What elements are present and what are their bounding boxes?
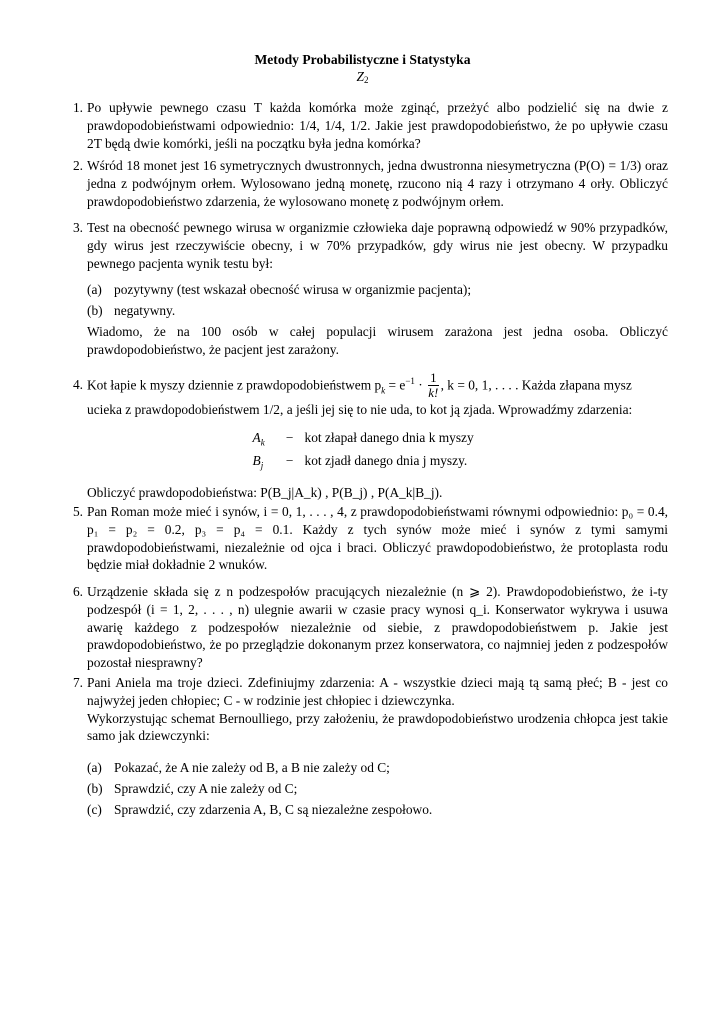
problem-2 bbox=[72, 157, 668, 210]
line-text: = e bbox=[385, 377, 406, 393]
problem-line-1 bbox=[87, 372, 668, 401]
list-item bbox=[87, 801, 668, 819]
list-item-text: Sprawdzić, czy A nie zależy od C; bbox=[114, 780, 298, 796]
list-item bbox=[87, 281, 668, 299]
event-text: kot złapał danego dnia k myszy bbox=[304, 429, 474, 445]
list-item-label: (a) bbox=[87, 760, 102, 776]
subtitle-main: Z bbox=[356, 69, 364, 84]
problem-text: Po upływie pewnego czasu T każda komórka może zginąć, przeżyć albo podzielić się na dwie z prawdopodobieństwami odpowiednio: 1/4, 1/4, 1/2. Jakie jest prawdopodobieństwo, że po upływie czasu 2T będą dwie komórki, jeśli na początku była jedna komórka? bbox=[87, 100, 668, 151]
problem-number: 5. bbox=[72, 504, 83, 519]
list-item-label: (b) bbox=[87, 780, 103, 796]
problem-text-2: Wykorzystując schemat Bernoulliego, przy założeniu, że prawdopodobieństwo urodzenia chłopca jest takie samo jak dziewczynki: bbox=[87, 710, 668, 744]
problem-7 bbox=[72, 674, 668, 822]
fraction-denominator: k! bbox=[428, 385, 439, 400]
problem-number: 2. bbox=[72, 158, 83, 173]
problem-number: 1. bbox=[72, 100, 83, 115]
event-definitions bbox=[87, 429, 668, 476]
list-item bbox=[87, 759, 668, 777]
event-symbol bbox=[253, 429, 275, 452]
line-text: · bbox=[414, 377, 427, 393]
problem-4 bbox=[72, 370, 668, 502]
event-row bbox=[253, 452, 503, 475]
sub-list bbox=[87, 281, 668, 320]
problem-6 bbox=[72, 583, 668, 672]
list-item-label: (a) bbox=[87, 282, 102, 298]
problem-text: Urządzenie składa się z n podzespołów pracujących niezależnie (n ⩾ 2). Prawdopodobieństwo, że i-ty podzespół (i = 1, 2, . . . , n) ulegnie awarii w czasie pracy wynosi q_i. Konserwator wykrywa i usuwa awarię każdego z podzespołów niezależnie od siebie, z prawdopodobieństwem p. Jakie jest prawdopodobieństwo, że po przeglądzie dokonanym przez konserwatora, co najmniej jeden z podzespołów pozostał niesprawny? bbox=[87, 584, 668, 671]
superscript: −1 bbox=[405, 376, 415, 387]
problem-text: Pan Roman może mieć i synów, i = 0, 1, . . . , 4, z prawdopodobieństwami równymi odpowiednio: p₀ = 0.4, p₁ = p₂ = 0.2, p₃ = p₄ = 0.1. Każdy z tych synów może mieć i synów z tymi samymi prawdopodobieństwami, niezależnie od ojca i braci. Obliczyć prawdopodobieństwo, że protoplasta rodu będzie miał dokładnie 2 wnuków. bbox=[87, 504, 668, 573]
list-item-label: (c) bbox=[87, 801, 102, 817]
event-subscript: k bbox=[260, 437, 265, 448]
subscript: k bbox=[381, 385, 386, 396]
subtitle-sub: 2 bbox=[363, 75, 369, 85]
problem-line-2: ucieka z prawdopodobieństwem 1/2, a jeśli jej się to nie uda, to kot ją zjada. Wprowadźmy zdarzenia: bbox=[87, 402, 633, 417]
page-title: Metody Probabilistyczne i Statystyka bbox=[254, 52, 471, 67]
line-text: Kot łapie k myszy dziennie z prawdopodobieństwem p bbox=[87, 377, 382, 393]
event-text: kot zjadł danego dnia j myszy. bbox=[304, 453, 468, 469]
problem-text-after: Obliczyć prawdopodobieństwa: P(B_j|A_k) , P(B_j) , P(A_k|B_j). bbox=[87, 484, 443, 500]
list-item-text: negatywny. bbox=[114, 303, 176, 319]
fraction-numerator: 1 bbox=[430, 370, 437, 385]
list-item bbox=[87, 302, 668, 320]
sub-list bbox=[87, 759, 668, 818]
page-subtitle bbox=[0, 68, 725, 86]
event-letter: B bbox=[252, 453, 261, 469]
list-item-text: Sprawdzić, czy zdarzenia A, B, C są niezależne zespołowo. bbox=[114, 801, 433, 817]
problem-3 bbox=[72, 219, 668, 359]
event-row bbox=[253, 429, 503, 452]
list-item-text: Pokazać, że A nie zależy od B, a B nie zależy od C; bbox=[114, 760, 390, 776]
event-dash: − bbox=[285, 429, 294, 445]
event-letter: A bbox=[252, 429, 261, 445]
problem-5 bbox=[72, 503, 668, 574]
problem-number: 3. bbox=[72, 220, 83, 235]
problem-number: 7. bbox=[72, 675, 83, 690]
problem-text: Wśród 18 monet jest 16 symetrycznych dwustronnych, jedna dwustronna niesymetryczna (P(O) = 1/3) oraz jedna z podwójnym orłem. Wylosowano jedną monetę, rzucono nią 4 razy i otrzymano 4 orły. Obliczyć prawdopodobieństwo zdarzenia, że wylosowano monetę z podwójnym orłem. bbox=[87, 158, 668, 209]
line-text: , k = 0, 1, . . . . Każda złapana mysz bbox=[440, 377, 632, 393]
problem-text-after: Wiadomo, że na 100 osób w całej populacji wirusem zarażona jest jedna osoba. Obliczyć prawdopodobieństwo, że pacjent jest zarażony. bbox=[87, 323, 668, 357]
problem-text: Test na obecność pewnego wirusa w organizmie człowieka daje poprawną odpowiedź w 90% przypadków, gdy wirus jest rzeczywiście obecny, i w 70% przypadków, gdy wirus nie jest obecny. W przypadku pewnego pacjenta wynik testu był: bbox=[87, 220, 668, 271]
event-subscript: j bbox=[260, 460, 264, 471]
list-item-text: pozytywny (test wskazał obecność wirusa w organizmie pacjenta); bbox=[114, 282, 472, 298]
fraction bbox=[428, 371, 439, 400]
list-item-label: (b) bbox=[87, 303, 103, 319]
list-item bbox=[87, 780, 668, 798]
problem-number: 6. bbox=[72, 584, 83, 599]
event-dash: − bbox=[285, 453, 294, 469]
problem-1 bbox=[72, 99, 668, 152]
problem-number: 4. bbox=[72, 377, 83, 392]
event-symbol bbox=[253, 452, 275, 475]
problem-text: Pani Aniela ma troje dzieci. Zdefiniujmy zdarzenia: A - wszystkie dzieci mają tą samą płeć; B - jest co najwyżej jeden chłopiec; C - w rodzinie jest chłopiec i dziewczynka. bbox=[87, 675, 668, 708]
